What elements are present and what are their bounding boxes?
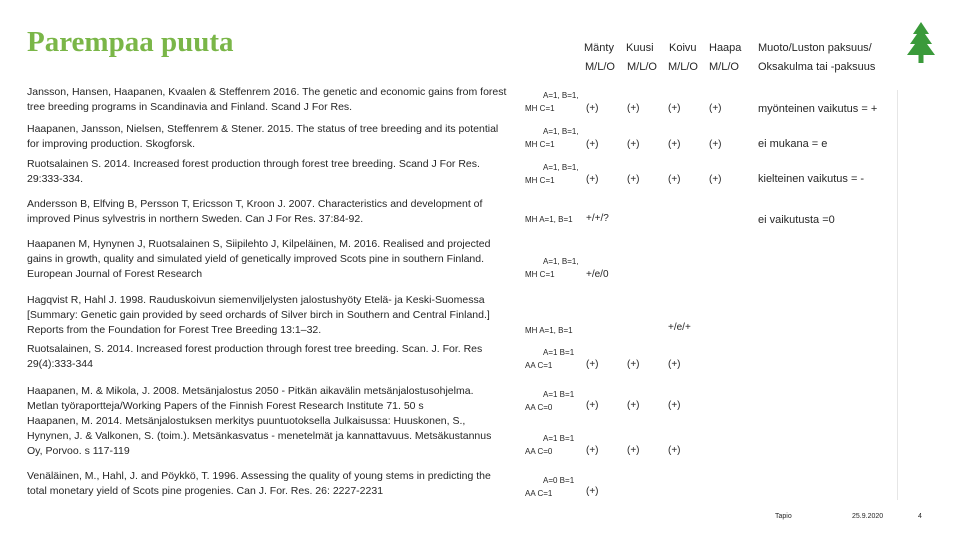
- reference-line: European Journal of Forest Research: [27, 268, 203, 280]
- code-line2: AA C=0: [525, 403, 553, 412]
- value-manty: (+): [586, 486, 599, 497]
- reference-line: Haapanen, M. 2014. Metsänjalostuksen merkitys puuntuotoksella Julkaisussa: Huuskonen, S.,: [27, 415, 466, 427]
- value-koivu: (+): [668, 139, 681, 150]
- reference-line: Venäläinen, M., Hahl, J. and Pöykkö, T. 1996. Assessing the quality of young stems in predicting the: [27, 470, 491, 482]
- reference-line: [Summary: Genetic gain provided by seed orchards of Silver birch in Southern and Central Finland.]: [27, 309, 490, 321]
- reference-line: Hagqvist R, Hahl J. 1998. Rauduskoivun siemenviljelysten jalostushyöty Etelä- ja Keski-Suomessa: [27, 294, 485, 306]
- reference-line: Hynynen, J. & Valkonen, S. (toim.). Metsänkasvatus - menetelmät ja kannattavuus. Metsäkustannus: [27, 430, 492, 442]
- reference-line: Haapanen M, Hynynen J, Ruotsalainen S, Siipilehto J, Kilpeläinen, M. 2016. Realised and projected: [27, 238, 491, 250]
- header-shape-line1: Muoto/Luston paksuus/: [758, 42, 872, 54]
- header-koivu: Koivu: [669, 42, 697, 54]
- value-manty: (+): [586, 103, 599, 114]
- legend-negative: kielteinen vaikutus = -: [758, 173, 865, 185]
- reference-line: Ruotsalainen S. 2014. Increased forest production through forest tree breeding. Scand J For Res.: [27, 158, 480, 170]
- reference-entry: [27, 414, 525, 459]
- value-haapa: (+): [709, 103, 722, 114]
- code-line2: MH C=1: [525, 176, 555, 185]
- value-manty: (+): [586, 445, 599, 456]
- reference-line: Jansson, Hansen, Haapanen, Kvaalen & Steffenrem 2016. The genetic and economic gains from forest: [27, 86, 507, 98]
- reference-entry: [27, 342, 525, 372]
- code-line1: A=1, B=1,: [543, 163, 579, 172]
- reference-line: improved Pinus sylvestris in northern Sweden. Can J For Res. 37:84-92.: [27, 213, 364, 225]
- value-haapa: (+): [709, 174, 722, 185]
- value-kuusi: (+): [627, 103, 640, 114]
- code-line1: A=0 B=1: [543, 476, 575, 485]
- value-koivu: (+): [668, 400, 681, 411]
- header-mlo-kuusi: M/L/O: [627, 61, 657, 73]
- value-koivu: (+): [668, 103, 681, 114]
- reference-entry: [27, 384, 525, 414]
- reference-line: Andersson B, Elfving B, Persson T, Ericsson T, Kroon J. 2007. Characteristics and development of: [27, 198, 483, 210]
- code-line1: A=1, B=1,: [543, 91, 579, 100]
- code-line1: A=1 B=1: [543, 348, 575, 357]
- value-kuusi: (+): [627, 400, 640, 411]
- reference-line: Metlan työraportteja/Working Papers of the Finnish Forest Research Institute 71. 50 s: [27, 400, 424, 412]
- reference-line: tree breeding programs in Scandinavia and Finland. Scand J For Res.: [27, 101, 353, 113]
- footer-page-number: 4: [918, 513, 922, 520]
- code-line1: A=1, B=1,: [543, 257, 579, 266]
- value-manty: (+): [586, 174, 599, 185]
- value-koivu: (+): [668, 174, 681, 185]
- legend-not-included: ei mukana = e: [758, 138, 828, 150]
- value-manty: (+): [586, 359, 599, 370]
- code-line1: A=1 B=1: [543, 390, 575, 399]
- value-koivu: (+): [668, 445, 681, 456]
- value-kuusi: (+): [627, 359, 640, 370]
- column-divider: [897, 90, 898, 500]
- reference-line: for improving production. Skogforsk.: [27, 138, 196, 150]
- tree-icon: [906, 22, 936, 64]
- code-line2: MH C=1: [525, 140, 555, 149]
- reference-entry: [27, 237, 525, 282]
- reference-line: 29:333-334.: [27, 173, 84, 185]
- page-title: Parempaa puuta: [27, 26, 234, 58]
- reference-line: Oy, Porvoo. s 117-119: [27, 445, 130, 457]
- code-line2: MH C=1: [525, 270, 555, 279]
- code-line1: A=1, B=1,: [543, 127, 579, 136]
- header-mlo-manty: M/L/O: [585, 61, 615, 73]
- reference-entry: [27, 85, 525, 115]
- value-kuusi: (+): [627, 174, 640, 185]
- header-kuusi: Kuusi: [626, 42, 654, 54]
- value-manty: (+): [586, 400, 599, 411]
- header-shape-line2: Oksakulma tai -paksuus: [758, 61, 876, 73]
- reference-line: Haapanen, Jansson, Nielsen, Steffenrem & Stener. 2015. The status of tree breeding and its potential: [27, 123, 499, 135]
- value-manty: +/e/0: [586, 269, 609, 280]
- legend-positive: myönteinen vaikutus = +: [758, 103, 878, 115]
- reference-line: gains in growth, quality and simulated yield of genetically improved Scots pine in southern Finland.: [27, 253, 485, 265]
- reference-entry: [27, 157, 525, 187]
- code-line2: MH A=1, B=1: [525, 326, 573, 335]
- reference-line: Haapanen, M. & Mikola, J. 2008. Metsänjalostus 2050 - Pitkän aikavälin metsänjalostusohjelma.: [27, 385, 474, 397]
- header-mlo-koivu: M/L/O: [668, 61, 698, 73]
- reference-line: 29(4):333-344: [27, 358, 93, 370]
- reference-entry: [27, 469, 525, 499]
- code-line2: MH C=1: [525, 104, 555, 113]
- value-koivu: (+): [668, 359, 681, 370]
- legend-no-effect: ei vaikutusta =0: [758, 214, 835, 226]
- code-line2: AA C=1: [525, 361, 553, 370]
- code-line2: AA C=0: [525, 447, 553, 456]
- value-kuusi: (+): [627, 139, 640, 150]
- header-mlo-haapa: M/L/O: [709, 61, 739, 73]
- footer-date: 25.9.2020: [852, 513, 884, 520]
- header-manty: Mänty: [584, 42, 614, 54]
- value-kuusi: (+): [627, 445, 640, 456]
- header-haapa: Haapa: [709, 42, 742, 54]
- code-line1: A=1 B=1: [543, 434, 575, 443]
- footer-author: Tapio: [775, 513, 792, 520]
- reference-line: Ruotsalainen, S. 2014. Increased forest production through forest tree breeding. Scan. J. For. Res: [27, 343, 483, 355]
- value-haapa: (+): [709, 139, 722, 150]
- value-koivu: +/e/+: [668, 322, 691, 333]
- code-line2: AA C=1: [525, 489, 553, 498]
- value-manty: (+): [586, 139, 599, 150]
- reference-line: Reports from the Foundation for Forest Tree Breeding 13:1–32.: [27, 324, 322, 336]
- value-manty: +/+/?: [586, 213, 609, 224]
- code-line2: MH A=1, B=1: [525, 215, 573, 224]
- reference-entry: [27, 293, 525, 338]
- reference-entry: [27, 197, 525, 227]
- reference-entry: [27, 122, 525, 152]
- reference-line: total monetary yield of Scots pine progenies. Can J. For. Res. 26: 2227-2231: [27, 485, 384, 497]
